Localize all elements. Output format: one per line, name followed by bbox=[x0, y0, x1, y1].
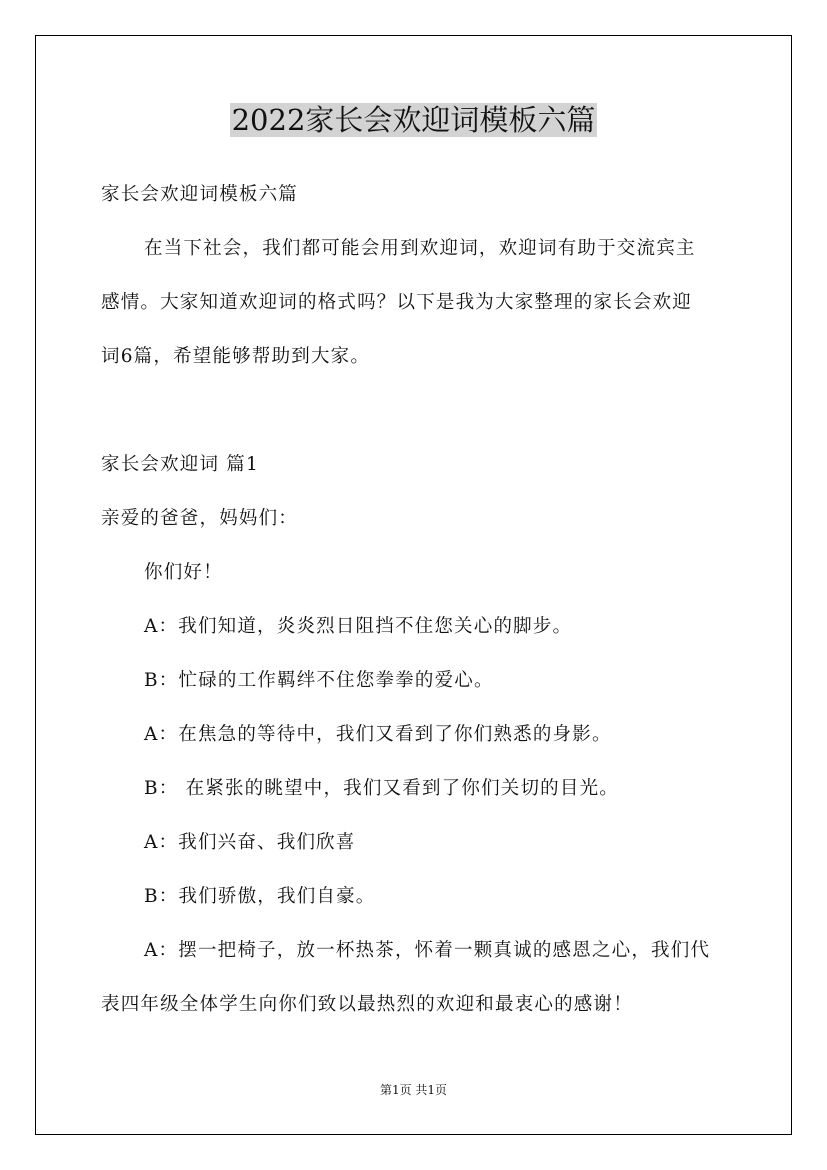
body-line-4: B： 在紧张的眺望中，我们又看到了你们关切的目光。 bbox=[144, 778, 619, 799]
body-line-2: B：忙碌的工作羁绊不住您拳拳的爱心。 bbox=[144, 670, 494, 691]
greeting: 你们好！ bbox=[144, 562, 223, 583]
document-title bbox=[0, 100, 827, 140]
intro-line-1: 在当下社会，我们都可能会用到欢迎词，欢迎词有助于交流宾主 bbox=[144, 238, 696, 259]
salutation: 亲爱的爸爸，妈妈们： bbox=[101, 508, 299, 529]
closing-line: 表四年级全体学生向你们致以最热烈的欢迎和最衷心的感谢！ bbox=[101, 994, 633, 1015]
document-title-text: 2022家长会欢迎词模板六篇 bbox=[231, 103, 596, 137]
intro-line-3: 词6篇，希望能够帮助到大家。 bbox=[101, 346, 371, 367]
body-line-1: A：我们知道，炎炎烈日阻挡不住您关心的脚步。 bbox=[144, 616, 573, 637]
body-line-6: B：我们骄傲，我们自豪。 bbox=[144, 886, 376, 907]
body-line-3: A：在焦急的等待中，我们又看到了你们熟悉的身影。 bbox=[144, 724, 612, 745]
intro-line-2: 感情。大家知道欢迎词的格式吗？以下是我为大家整理的家长会欢迎 bbox=[101, 292, 693, 313]
page-footer: 第1页 共1页 bbox=[379, 1083, 448, 1097]
body-line-5: A：我们兴奋、我们欣喜 bbox=[144, 832, 356, 853]
section-heading: 家长会欢迎词 篇1 bbox=[101, 454, 259, 475]
subtitle: 家长会欢迎词模板六篇 bbox=[101, 184, 299, 205]
body-line-7: A：摆一把椅子，放一杯热茶，怀着一颗真诚的感恩之心，我们代 bbox=[144, 940, 711, 961]
